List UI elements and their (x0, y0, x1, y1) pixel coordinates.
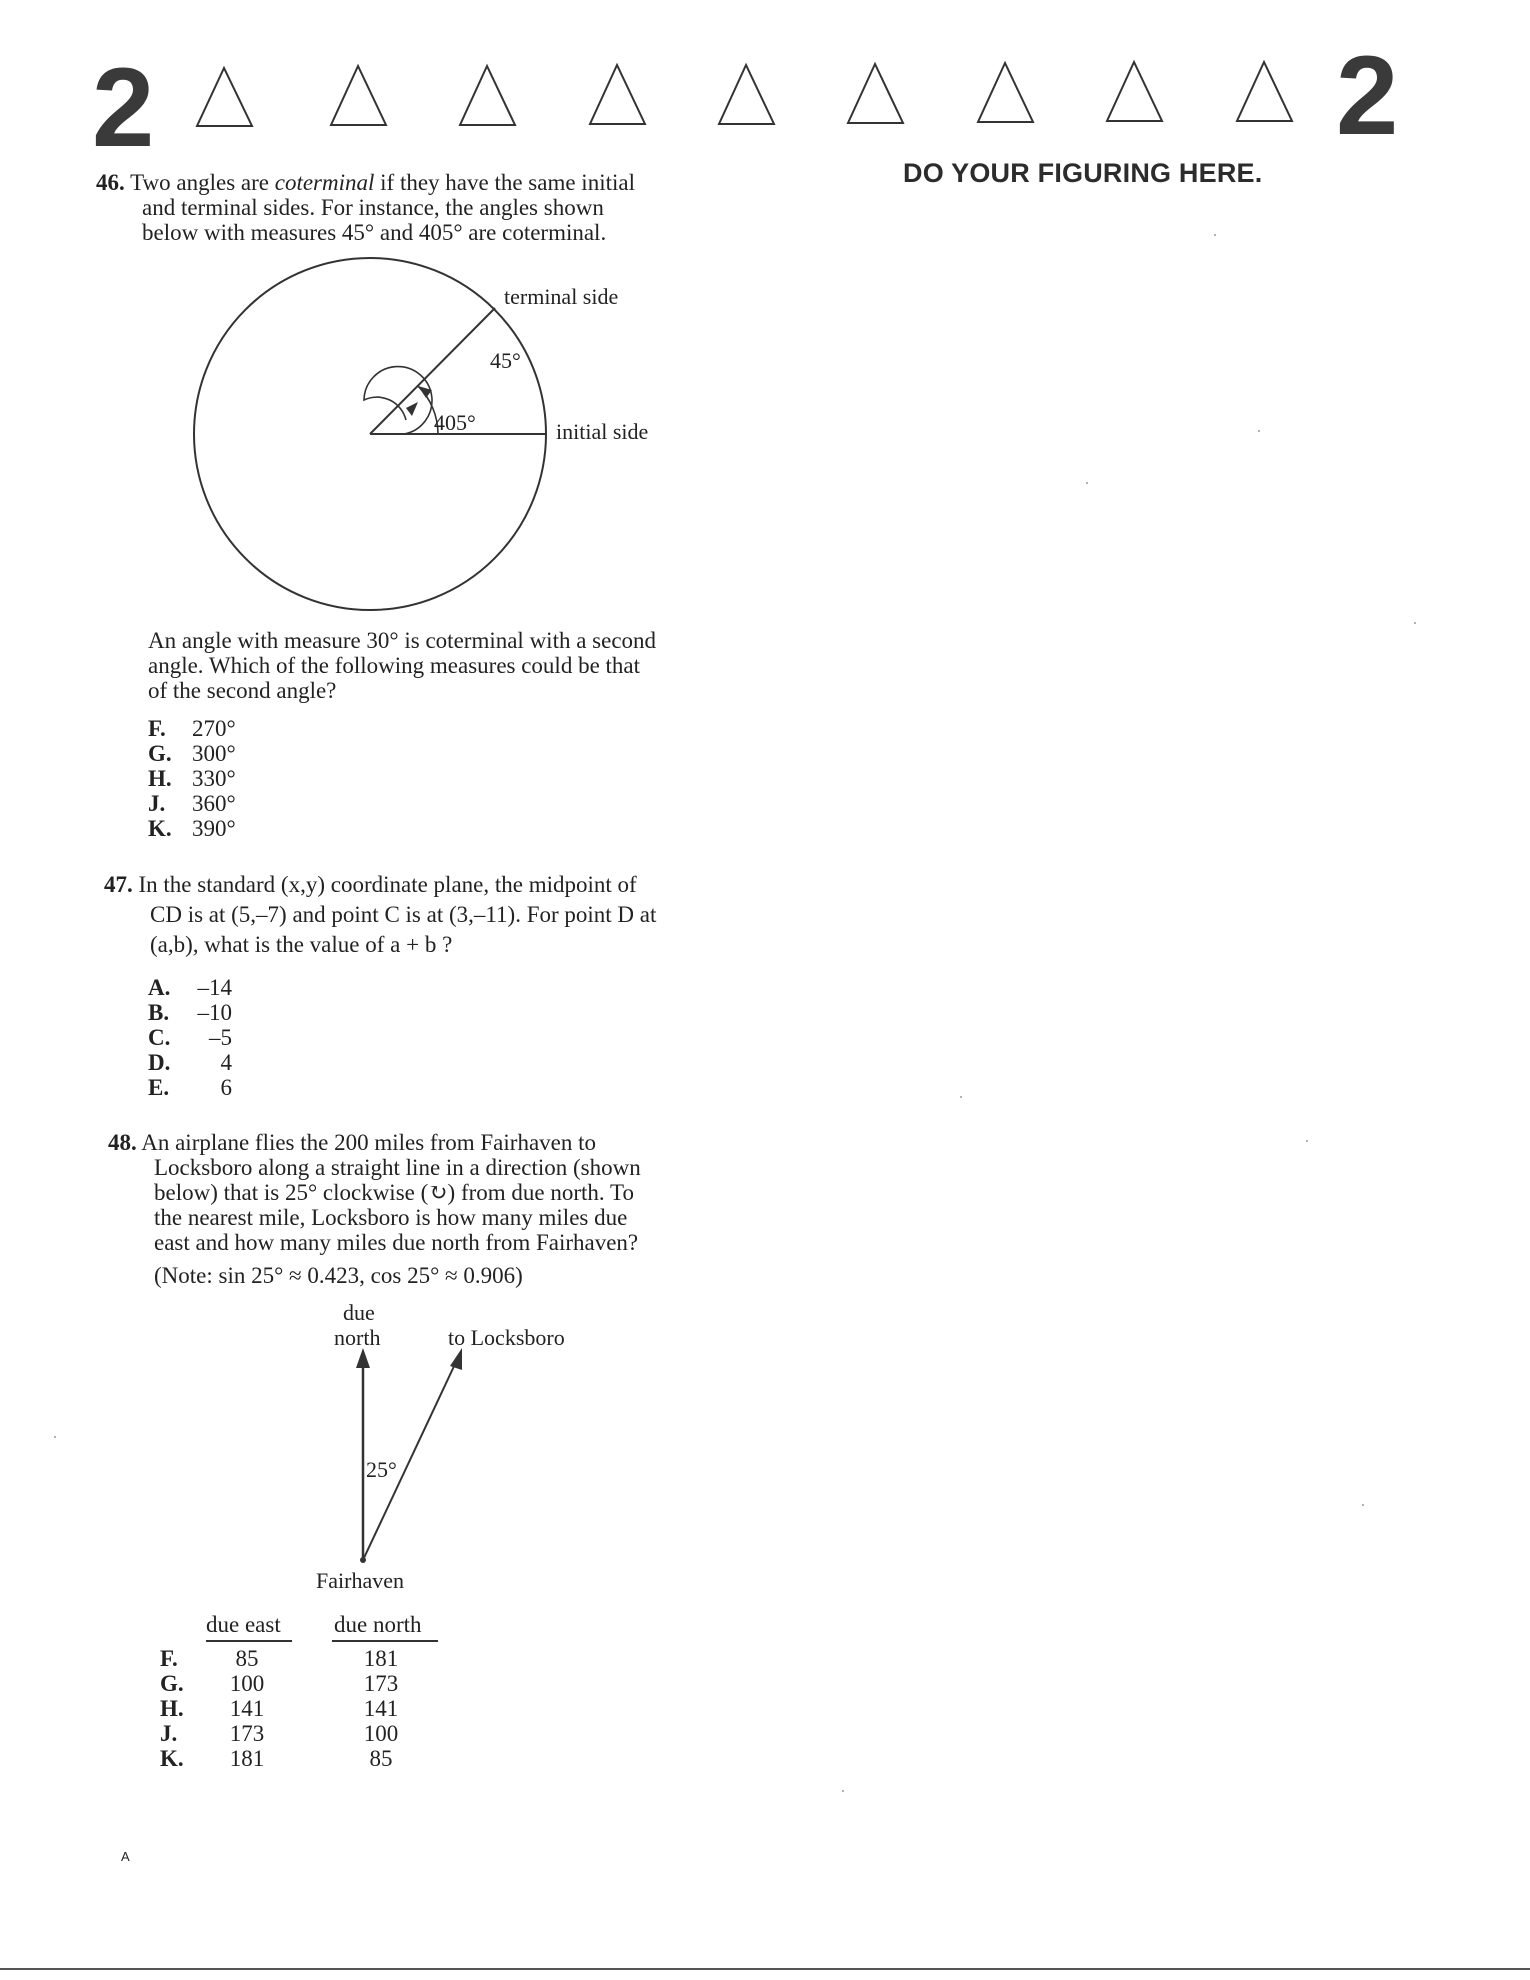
option-letter: J. (148, 791, 166, 816)
text: An airplane flies the 200 miles from Fairhaven to (141, 1130, 597, 1155)
scan-speck (842, 1790, 844, 1792)
triangle-icon (848, 64, 903, 123)
option-value: 300° (192, 741, 236, 766)
term-coterminal: coterminal (274, 170, 375, 195)
col-header-due-east: due east (206, 1612, 281, 1637)
flight-direction-figure (330, 1340, 490, 1580)
triangle-icon (978, 63, 1033, 122)
option-letter: B. (148, 1000, 170, 1025)
due-east-value: 141 (229, 1696, 265, 1721)
header-underline (206, 1640, 292, 1642)
angle-45-label: 45° (490, 348, 521, 373)
answer-option-k[interactable] (148, 816, 236, 841)
page-bottom-edge (0, 1968, 1530, 1970)
question-number: 47. (104, 872, 133, 897)
option-value: 6 (220, 1075, 232, 1100)
angle-405-label: 405° (434, 410, 476, 435)
question-48 (108, 1130, 748, 1288)
option-value: 330° (192, 766, 236, 791)
answer-option-h[interactable] (160, 1696, 480, 1721)
form-code: A (121, 1849, 130, 1864)
q47-line2: CD is at (5,–7) and point C is at (3,–11). For point D at (150, 902, 657, 927)
answer-option-b[interactable] (148, 1000, 232, 1025)
triangle-icon (1237, 62, 1292, 121)
due-east-value: 100 (229, 1671, 265, 1696)
answer-option-g[interactable] (160, 1671, 480, 1696)
answer-option-f[interactable] (148, 716, 236, 741)
due-east-value: 181 (229, 1746, 265, 1771)
answer-option-g[interactable] (148, 741, 236, 766)
to-locksboro-label: to Locksboro (448, 1325, 565, 1350)
option-letter: K. (148, 816, 172, 841)
due-north-value: 141 (363, 1696, 399, 1721)
q46-stem-line1: An angle with measure 30° is coterminal with a second (148, 628, 657, 653)
answer-option-h[interactable] (148, 766, 236, 791)
q46-line2: and terminal sides. For instance, the angles shown (142, 195, 604, 220)
text: In the standard (x,y) coordinate plane, the midpoint of (138, 872, 637, 897)
triangle-icon (460, 66, 515, 125)
option-letter: C. (148, 1025, 171, 1050)
q47-line3: (a,b), what is the value of a + b ? (150, 932, 453, 957)
q47-line1 (104, 870, 744, 900)
header-underline (332, 1640, 438, 1642)
answer-option-j[interactable] (148, 791, 236, 816)
option-value: 360° (192, 791, 236, 816)
option-letter: A. (148, 975, 171, 1000)
due-east-value: 85 (235, 1646, 259, 1671)
q48-line5: east and how many miles due north from Fairhaven? (154, 1230, 639, 1255)
section-number-right: 2 (1336, 33, 1399, 158)
answer-option-c[interactable] (148, 1025, 232, 1050)
option-letter: H. (148, 766, 172, 791)
option-letter: F. (148, 716, 166, 741)
question-46 (96, 170, 736, 245)
header-triangle-row (0, 0, 1530, 140)
answer-option-d[interactable] (148, 1050, 232, 1075)
figuring-label: DO YOUR FIGURING HERE. (903, 158, 1263, 188)
q48-line2: Locksboro along a straight line in a direction (shown (154, 1155, 641, 1180)
question-number: 46. (96, 170, 125, 195)
answer-option-f[interactable] (160, 1646, 480, 1671)
answer-table (160, 1612, 480, 1802)
triangle-icon (590, 65, 645, 124)
option-value: –10 (197, 1000, 232, 1025)
text: Two angles are (130, 170, 275, 195)
due-north-value: 100 (363, 1721, 399, 1746)
triangle-icon (331, 66, 386, 125)
q48-note: (Note: sin 25° ≈ 0.423, cos 25° ≈ 0.906) (154, 1263, 523, 1288)
q46-stem (148, 628, 748, 703)
scan-speck (1306, 1140, 1308, 1142)
q46-stem-line3: of the second angle? (148, 678, 337, 703)
due-north-value: 181 (363, 1646, 399, 1671)
due-label: due (343, 1300, 375, 1325)
due-north-value: 85 (369, 1746, 393, 1771)
question-number: 48. (108, 1130, 137, 1155)
due-north-value: 173 (363, 1671, 399, 1696)
q48-line1 (108, 1130, 748, 1155)
q47-options (148, 975, 232, 1100)
answer-option-j[interactable] (160, 1721, 480, 1746)
due-east-value: 173 (229, 1721, 265, 1746)
fairhaven-label: Fairhaven (316, 1568, 404, 1593)
scan-speck (54, 1436, 56, 1438)
option-value: 270° (192, 716, 236, 741)
scan-speck (1214, 234, 1216, 236)
option-value: 4 (220, 1050, 232, 1075)
scan-speck (960, 1096, 962, 1098)
question-47 (104, 870, 744, 960)
triangle-icon (719, 65, 774, 124)
text: if they have the same initial (374, 170, 635, 195)
scan-speck (1258, 430, 1260, 432)
q46-stem-line2: angle. Which of the following measures could be that (148, 653, 641, 678)
q46-options (148, 716, 236, 841)
q48-line4: the nearest mile, Locksboro is how many miles due (154, 1205, 628, 1230)
option-letter: J. (160, 1721, 178, 1746)
north-label: north (334, 1325, 381, 1350)
option-value: –14 (197, 975, 232, 1000)
option-letter: H. (160, 1696, 184, 1721)
q46-line1 (96, 170, 736, 195)
option-letter: K. (160, 1746, 184, 1771)
option-letter: G. (160, 1671, 184, 1696)
option-value: 390° (192, 816, 236, 841)
triangle-icon (197, 68, 252, 126)
col-header-due-north: due north (334, 1612, 422, 1637)
q46-line3: below with measures 45° and 405° are coterminal. (142, 220, 607, 245)
initial-side-label: initial side (556, 419, 649, 444)
answer-option-a[interactable] (148, 975, 232, 1000)
scan-speck (1414, 622, 1416, 624)
answer-option-e[interactable] (148, 1075, 232, 1100)
terminal-side-label: terminal side (504, 284, 619, 309)
option-letter: D. (148, 1050, 171, 1075)
scan-speck (1362, 1504, 1364, 1506)
q48-line3: below) that is 25° clockwise (↻) from due north. To (154, 1180, 634, 1205)
triangle-icon (1107, 62, 1162, 121)
option-value: –5 (209, 1025, 232, 1050)
option-letter: F. (160, 1646, 178, 1671)
angle-25-label: 25° (366, 1457, 397, 1482)
answer-option-k[interactable] (160, 1746, 480, 1771)
scan-speck (1086, 482, 1088, 484)
option-letter: G. (148, 741, 172, 766)
section-number-left: 2 (92, 45, 155, 170)
option-letter: E. (148, 1075, 170, 1100)
